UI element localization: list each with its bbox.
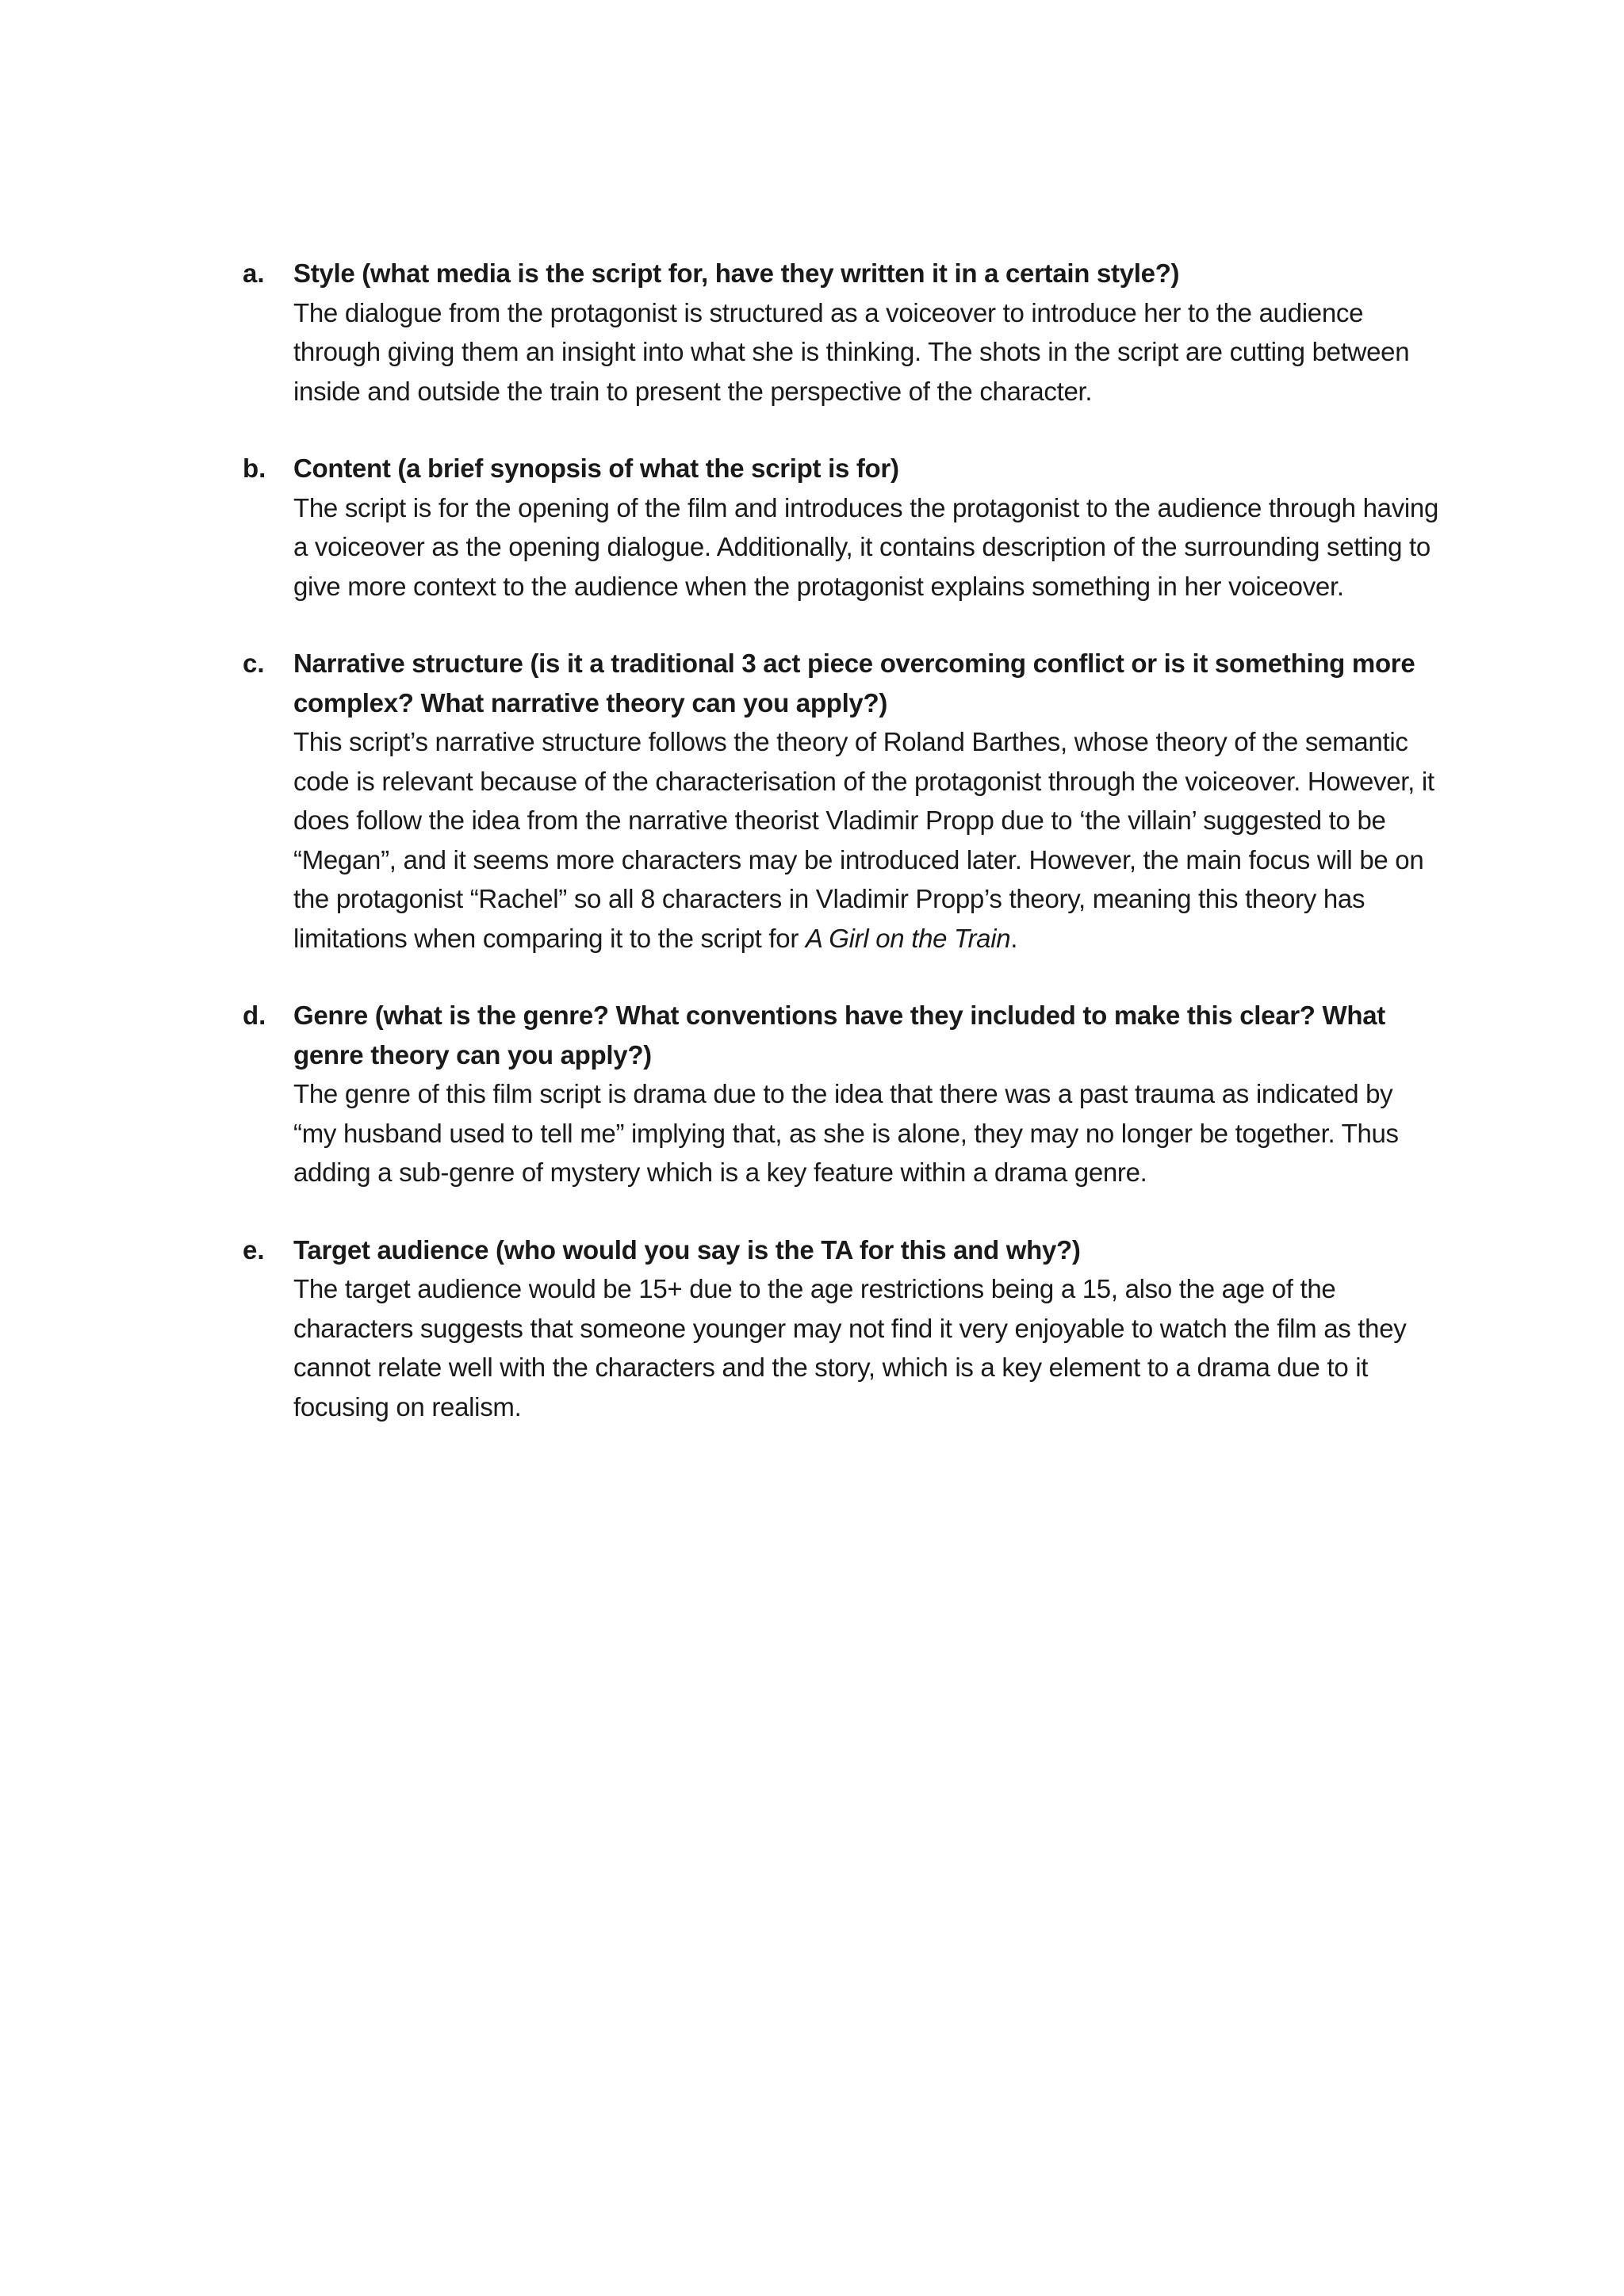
answer-text-block — [293, 722, 1440, 958]
question-marker: d. — [243, 1001, 266, 1030]
question-heading: Genre (what is the genre? What conventions have they included to make this clear? What genre theory can you apply?) — [293, 1001, 1385, 1070]
question-heading: Narrative structure (is it a traditional 3 act piece overcoming conflict or is it something more complex? What narrative theory can you apply?) — [293, 649, 1415, 718]
question-item-target-audience — [243, 1230, 1440, 1427]
question-list — [243, 254, 1440, 1464]
answer-text: The target audience would be 15+ due to the age restrictions being a 15, also the age of the characters suggests that someone younger may not find it very enjoyable to watch the film as they cannot relate well with the characters and the story, which is a key element to a drama due to it focusing on realism. — [293, 1274, 1407, 1422]
question-marker: b. — [243, 453, 266, 483]
answer-text: This script’s narrative structure follows the theory of Roland Barthes, whose theory of the semantic code is relevant because of the characterisation of the protagonist through the voiceover. However, it does follow the idea from the narrative theorist Vladimir Propp due to ‘the villain’ suggested to be “Megan”, and it seems more characters may be introduced later. However, the main focus will be on the protagonist “Rachel” so all 8 characters in Vladimir Propp’s theory, meaning this theory has limitations when comparing it to the script for — [293, 727, 1434, 953]
film-title: A Girl on the Train — [805, 923, 1011, 953]
question-marker: c. — [243, 649, 265, 678]
question-marker: a. — [243, 258, 265, 288]
question-item-content — [243, 449, 1440, 606]
answer-text-end: . — [1010, 923, 1018, 953]
question-heading: Style (what media is the script for, have they written it in a certain style?) — [293, 258, 1180, 288]
answer-text: The script is for the opening of the film and introduces the protagonist to the audience through having a voiceover as the opening dialogue. Additionally, it contains description of the surrounding setting to give more context to the audience when the protagonist explains something in her voiceover. — [293, 492, 1439, 601]
answer-text: The genre of this film script is drama due to the idea that there was a past trauma as indicated by “my husband used to tell me” implying that, as she is alone, they may no longer be together. Thus adding a sub-genre of mystery which is a key feature within a drama genre. — [293, 1079, 1399, 1187]
question-item-narrative-structure — [243, 644, 1440, 958]
question-heading: Target audience (who would you say is the TA for this and why?) — [293, 1234, 1081, 1265]
question-heading: Content (a brief synopsis of what the script is for) — [293, 453, 899, 483]
answer-text: The dialogue from the protagonist is structured as a voiceover to introduce her to the audience through giving them an insight into what she is thinking. The shots in the script are cutting between inside and outside the train to present the perspective of the character. — [293, 297, 1410, 406]
question-item-genre — [243, 996, 1440, 1192]
question-item-style — [243, 254, 1440, 411]
question-marker: e. — [243, 1234, 265, 1265]
